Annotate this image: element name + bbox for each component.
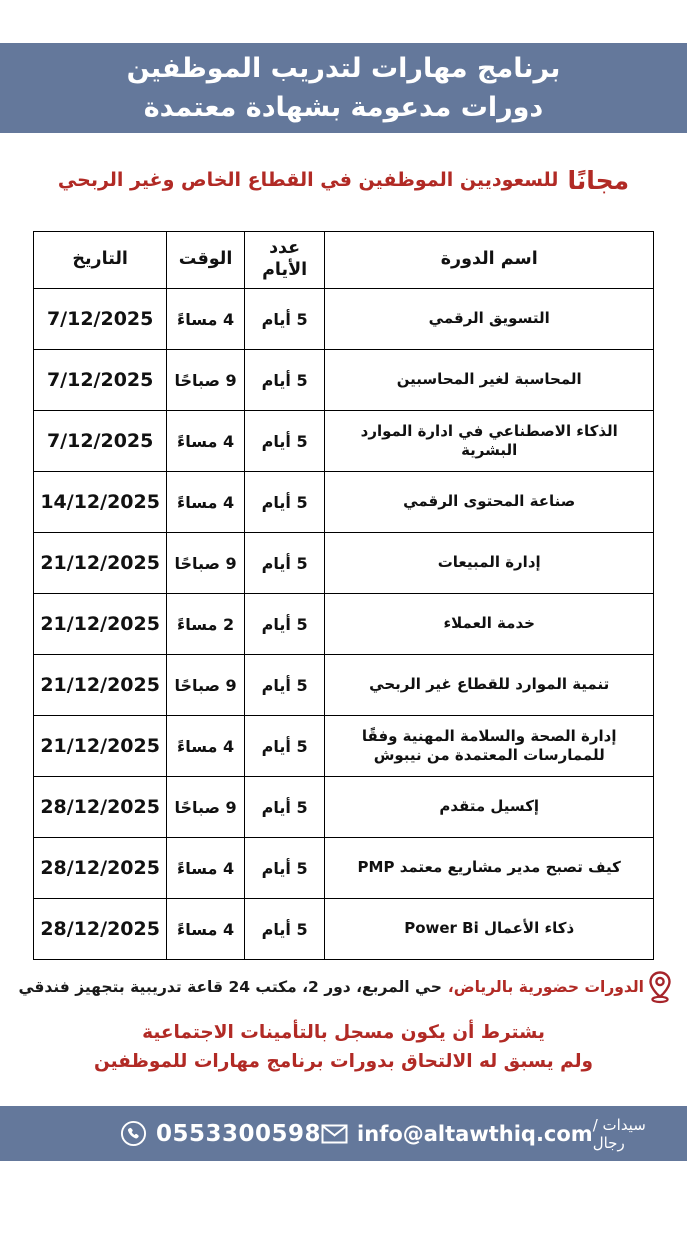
location-details: حي المربع، دور 2، مكتب 24 قاعة تدريبية بتجهيز فندقي (18, 978, 442, 996)
location-highlight: الدورات حضورية بالرياض، (447, 978, 644, 996)
course-row (34, 411, 654, 472)
course-name-cell: إكسيل متقدم (325, 777, 654, 838)
flyer-title-line2: دورات مدعومة بشهادة معتمدة (143, 92, 544, 123)
time-cell: 4 مساءً (167, 838, 245, 899)
date-cell: 21/12/2025 (34, 716, 167, 777)
course-row (34, 350, 654, 411)
col-header-days: عدد الأيام (244, 232, 325, 289)
time-cell: 4 مساءً (167, 289, 245, 350)
days-cell: 5 أيام (244, 716, 325, 777)
free-word: مجانًا (567, 165, 630, 195)
date-cell: 28/12/2025 (34, 899, 167, 960)
phone-number: 0553300598 (156, 1120, 322, 1147)
time-cell: 4 مساءً (167, 899, 245, 960)
time-cell: 9 صباحًا (167, 533, 245, 594)
date-cell: 7/12/2025 (34, 411, 167, 472)
date-cell: 14/12/2025 (34, 472, 167, 533)
date-cell: 7/12/2025 (34, 350, 167, 411)
days-cell: 5 أيام (244, 655, 325, 716)
days-cell: 5 أيام (244, 838, 325, 899)
course-name-cell: تنمية الموارد للقطاع غير الربحي (325, 655, 654, 716)
courses-table (33, 231, 654, 960)
days-cell: 5 أيام (244, 899, 325, 960)
phone-icon (120, 1120, 147, 1147)
course-row (34, 899, 654, 960)
date-cell: 28/12/2025 (34, 777, 167, 838)
date-cell: 21/12/2025 (34, 655, 167, 716)
time-cell: 9 صباحًا (167, 777, 245, 838)
days-cell: 5 أيام (244, 777, 325, 838)
training-flyer (0, 43, 687, 1243)
free-offer-subtitle (0, 153, 687, 207)
course-name-cell: كيف تصبح مدير مشاريع معتمد PMP (325, 838, 654, 899)
course-name-cell: إدارة المبيعات (325, 533, 654, 594)
location-pin-icon (647, 970, 673, 1004)
email-icon (321, 1124, 348, 1144)
time-cell: 2 مساءً (167, 594, 245, 655)
course-name-cell: المحاسبة لغير المحاسبين (325, 350, 654, 411)
course-name-cell: ذكاء الأعمال Power Bi (325, 899, 654, 960)
table-header-row (34, 232, 654, 289)
time-cell: 9 صباحًا (167, 655, 245, 716)
date-cell: 7/12/2025 (34, 289, 167, 350)
days-cell: 5 أيام (244, 289, 325, 350)
courses-table-body (34, 289, 654, 960)
eligibility-conditions (0, 1018, 687, 1076)
date-cell: 28/12/2025 (34, 838, 167, 899)
col-header-course-name: اسم الدورة (325, 232, 654, 289)
course-row (34, 472, 654, 533)
course-name-cell: التسويق الرقمي (325, 289, 654, 350)
days-cell: 5 أيام (244, 472, 325, 533)
days-cell: 5 أيام (244, 350, 325, 411)
date-cell: 21/12/2025 (34, 533, 167, 594)
header-banner (0, 43, 687, 133)
email-contact (321, 1122, 593, 1146)
audience-label: سيدات / رجال (592, 1115, 646, 1152)
time-cell: 9 صباحًا (167, 350, 245, 411)
course-row (34, 716, 654, 777)
days-cell: 5 أيام (244, 411, 325, 472)
date-cell: 21/12/2025 (34, 594, 167, 655)
course-row (34, 289, 654, 350)
time-cell: 4 مساءً (167, 716, 245, 777)
condition-line-1: يشترط أن يكون مسجل بالتأمينات الاجتماعية (142, 1022, 545, 1043)
course-name-cell: إدارة الصحة والسلامة المهنية وفقًا للممارسات المعتمدة من نيبوش (325, 716, 654, 777)
course-row (34, 533, 654, 594)
col-header-time: الوقت (167, 232, 245, 289)
course-name-cell: الذكاء الاصطناعي في ادارة الموارد البشرية (325, 411, 654, 472)
time-cell: 4 مساءً (167, 472, 245, 533)
course-name-cell: خدمة العملاء (325, 594, 654, 655)
flyer-title-line1: برنامج مهارات لتدريب الموظفين (126, 53, 561, 84)
email-address: info@altawthiq.com (357, 1121, 593, 1146)
days-cell: 5 أيام (244, 594, 325, 655)
time-cell: 4 مساءً (167, 411, 245, 472)
course-row (34, 777, 654, 838)
condition-line-2: ولم يسبق له الالتحاق بدورات برنامج مهارات للموظفين (93, 1051, 594, 1072)
location-line (0, 968, 687, 1006)
days-cell: 5 أيام (244, 533, 325, 594)
free-offer-text: للسعوديين الموظفين في القطاع الخاص وغير الربحي (57, 169, 559, 191)
phone-contact (120, 1120, 321, 1147)
col-header-date: التاريخ (34, 232, 167, 289)
course-row (34, 838, 654, 899)
course-row (34, 594, 654, 655)
course-name-cell: صناعة المحتوى الرقمي (325, 472, 654, 533)
footer-bar (0, 1106, 687, 1161)
course-row (34, 655, 654, 716)
